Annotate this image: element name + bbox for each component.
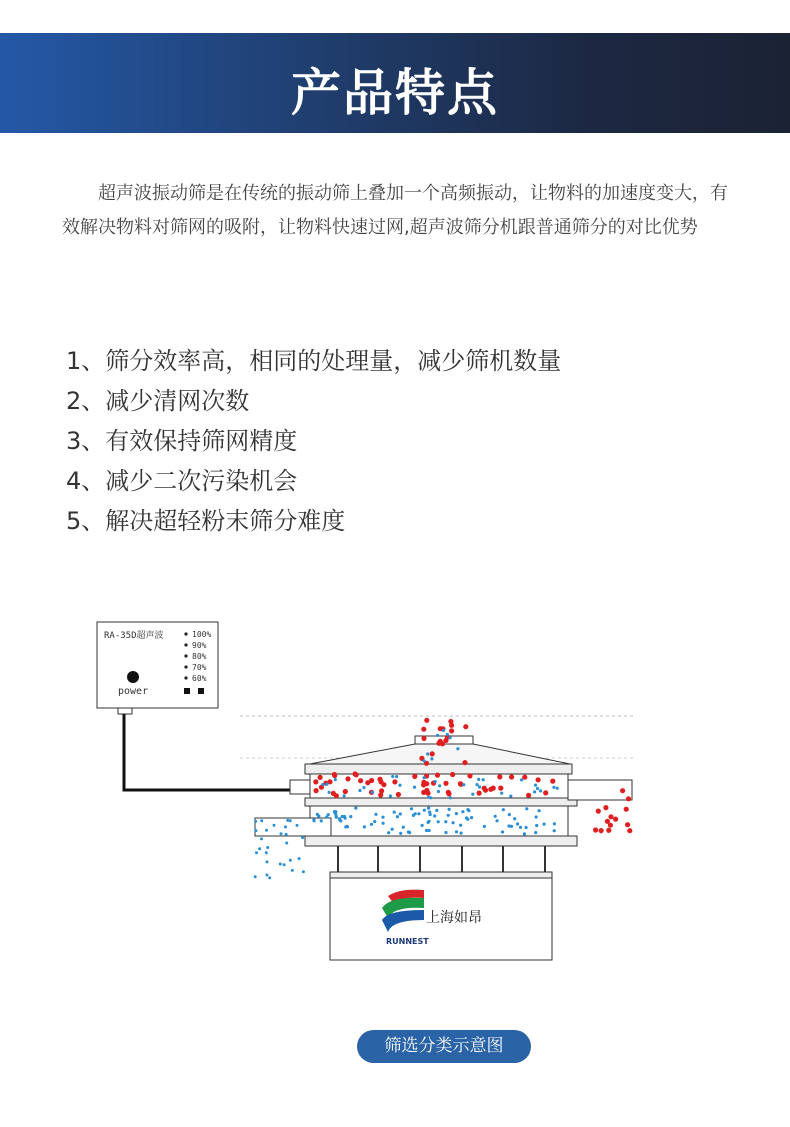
particle: [291, 869, 294, 872]
particle: [391, 828, 394, 831]
particle: [556, 787, 559, 790]
particle: [470, 816, 473, 819]
particle: [435, 809, 438, 812]
particle: [593, 827, 598, 832]
particle: [535, 815, 538, 818]
particle: [435, 773, 440, 778]
particle: [438, 784, 441, 787]
particle: [407, 830, 410, 833]
level-label: 60%: [192, 674, 207, 683]
particle: [482, 778, 485, 781]
particle: [410, 807, 413, 810]
particle: [370, 823, 373, 826]
particle: [605, 819, 610, 824]
particle: [483, 788, 488, 793]
particle: [266, 860, 269, 863]
particle: [343, 789, 348, 794]
particle: [393, 811, 396, 814]
particle: [258, 847, 261, 850]
particle: [268, 876, 271, 879]
particle: [509, 774, 514, 779]
particle: [427, 820, 430, 823]
particle: [423, 809, 426, 812]
particle: [516, 822, 519, 825]
particle: [543, 790, 548, 795]
particle: [402, 826, 405, 829]
particle: [437, 790, 440, 793]
controller-label: RA-35D超声波: [104, 631, 164, 641]
particle: [413, 786, 416, 789]
particle: [449, 796, 452, 799]
particle: [519, 826, 522, 829]
particle: [371, 791, 374, 794]
particle: [312, 818, 315, 821]
particle: [466, 818, 469, 821]
particle: [417, 812, 420, 815]
particle: [396, 792, 401, 797]
particle: [296, 824, 299, 827]
particle: [498, 786, 503, 791]
feature-list: [66, 341, 561, 541]
particle: [429, 796, 432, 799]
particle: [321, 783, 324, 786]
intro-paragraph: 超声波振动筛是在传统的振动筛上叠加一个高频振动，让物料的加速度变大，有效解决物料对筛网的吸附，让物料快速过网,超声波筛分机跟普通筛分的对比优势: [62, 183, 728, 238]
particle: [345, 825, 348, 828]
particle: [395, 775, 398, 778]
cable: [124, 714, 290, 790]
particle: [328, 791, 331, 794]
particle: [436, 734, 439, 737]
particle: [280, 832, 283, 835]
particle: [399, 832, 402, 835]
switch-icon: [184, 688, 190, 694]
ultrasonic-controller: [97, 622, 218, 714]
particle: [349, 815, 352, 818]
particle: [508, 813, 511, 816]
particle: [494, 815, 497, 818]
particle: [333, 810, 336, 813]
particle: [279, 863, 282, 866]
particle: [477, 791, 482, 796]
particle: [543, 823, 546, 826]
particle: [289, 859, 292, 862]
particle: [254, 820, 257, 823]
particle: [298, 857, 301, 860]
particle: [373, 820, 376, 823]
power-button-icon: [127, 671, 139, 683]
particle: [345, 776, 350, 781]
diagram-caption: 筛选分类示意图: [357, 1030, 531, 1063]
particle: [412, 814, 415, 817]
particle: [501, 830, 504, 833]
particle: [436, 741, 441, 746]
particle: [260, 819, 263, 822]
particle: [273, 824, 276, 827]
particle: [412, 774, 417, 779]
particle: [613, 817, 618, 822]
particle: [552, 786, 555, 789]
particle: [471, 793, 474, 796]
particle: [523, 832, 526, 835]
particle: [526, 793, 531, 798]
particle: [478, 785, 481, 788]
particle: [525, 807, 528, 810]
screening-diagram: [90, 610, 650, 970]
particle: [502, 808, 505, 811]
level-label: 100%: [192, 630, 212, 639]
particle: [285, 833, 288, 836]
particle: [449, 728, 454, 733]
particle: [398, 784, 401, 787]
particle: [369, 778, 374, 783]
particle: [381, 816, 384, 819]
particle: [625, 822, 630, 827]
logo-english-name: RUNNEST: [386, 937, 429, 946]
particle: [362, 786, 365, 789]
particle: [341, 815, 344, 818]
particle: [387, 831, 390, 834]
particle: [467, 773, 472, 778]
particle: [343, 794, 346, 797]
particle: [320, 819, 323, 822]
particle: [421, 727, 426, 732]
particle: [538, 809, 541, 812]
particle: [289, 819, 292, 822]
particle: [446, 791, 451, 796]
particle: [427, 807, 430, 810]
particle: [318, 775, 323, 780]
particle: [455, 812, 458, 815]
particle: [449, 723, 454, 728]
particle: [446, 733, 449, 736]
particle: [286, 819, 289, 822]
particle: [535, 824, 538, 827]
power-label: power: [118, 686, 149, 697]
particle: [265, 829, 268, 832]
switch-icon: [198, 688, 204, 694]
particle: [509, 795, 512, 798]
particle: [452, 821, 455, 824]
particle: [533, 790, 536, 793]
particle: [430, 757, 433, 760]
particle: [522, 775, 527, 780]
particle: [284, 825, 287, 828]
particle: [327, 813, 330, 816]
particle: [426, 752, 429, 755]
particle: [433, 814, 436, 817]
particle: [353, 771, 358, 776]
particle: [430, 751, 435, 756]
particle: [424, 718, 429, 723]
particle: [421, 824, 424, 827]
transducer: [290, 780, 310, 794]
particle: [285, 842, 288, 845]
particle: [254, 829, 257, 832]
particle: [534, 784, 537, 787]
particle: [358, 789, 361, 792]
particle: [331, 791, 336, 796]
particle: [266, 846, 269, 849]
particle: [497, 774, 502, 779]
particle: [423, 776, 426, 779]
particle: [392, 779, 397, 784]
particle: [354, 807, 357, 810]
particle: [444, 831, 447, 834]
level-indicator-70: [184, 665, 187, 668]
level-indicator-80: [184, 654, 187, 657]
level-indicator-60: [184, 676, 187, 679]
particle: [449, 736, 452, 739]
spring-supports: [338, 846, 545, 872]
particle: [459, 824, 462, 827]
particle: [448, 808, 451, 811]
particle: [536, 777, 541, 782]
particle: [606, 828, 611, 833]
particle: [301, 836, 304, 839]
level-indicator-90: [184, 643, 187, 646]
particle: [496, 819, 499, 822]
particle: [437, 820, 440, 823]
particle: [553, 822, 556, 825]
particle: [443, 738, 448, 743]
particle: [462, 760, 467, 765]
particle: [254, 875, 257, 878]
particle: [550, 779, 555, 784]
level-label: 80%: [192, 652, 207, 661]
particle: [534, 831, 537, 834]
particle: [553, 829, 556, 832]
vibrating-screen: [255, 736, 632, 960]
particle: [334, 778, 337, 781]
particle: [460, 832, 463, 835]
particle: [483, 825, 486, 828]
particle: [455, 830, 458, 833]
particle: [265, 851, 268, 854]
particle: [325, 783, 328, 786]
particle: [462, 783, 465, 786]
list-item: 4、减少二次污染机会: [66, 467, 298, 495]
list-item: 5、解决超轻粉末筛分难度: [66, 507, 346, 535]
particle: [596, 809, 601, 814]
particle: [536, 787, 539, 790]
particle: [461, 810, 464, 813]
particle: [260, 837, 263, 840]
particle: [444, 820, 447, 823]
particle: [539, 789, 542, 792]
particle: [620, 788, 625, 793]
particle: [627, 828, 632, 833]
particle: [491, 786, 496, 791]
list-item: 2、减少清网次数: [66, 387, 250, 415]
particle: [443, 781, 448, 786]
particle: [507, 824, 510, 827]
particle: [338, 818, 341, 821]
particle: [255, 851, 258, 854]
particle: [378, 779, 383, 784]
particle: [332, 773, 337, 778]
particle: [302, 870, 305, 873]
level-label: 90%: [192, 641, 207, 650]
particle: [608, 814, 613, 819]
particle: [513, 817, 516, 820]
particle: [500, 792, 503, 795]
level-indicator-100: [184, 632, 187, 635]
particle: [422, 759, 425, 762]
particle: [266, 874, 269, 877]
particle: [421, 736, 426, 741]
particle: [599, 828, 604, 833]
particle: [283, 863, 286, 866]
particle: [624, 807, 629, 812]
logo-chinese-name: 上海如昂: [426, 910, 482, 926]
particle: [476, 783, 479, 786]
particle: [429, 813, 432, 816]
particle: [434, 780, 437, 783]
particle: [396, 815, 399, 818]
particle: [477, 778, 480, 781]
header-banner: [0, 33, 790, 133]
particle: [466, 808, 469, 811]
list-item: 1、筛分效率高，相同的处理量，减少筛机数量: [66, 347, 562, 375]
particle: [520, 778, 523, 781]
particle: [316, 813, 319, 816]
particle: [442, 729, 445, 732]
particle: [358, 778, 363, 783]
particle: [382, 822, 385, 825]
particle: [603, 805, 608, 810]
particle: [374, 813, 377, 816]
particle: [626, 796, 631, 801]
particle: [428, 829, 431, 832]
particle: [421, 780, 426, 785]
level-label: 70%: [192, 663, 207, 672]
particle: [424, 788, 429, 793]
particle: [363, 825, 366, 828]
particle: [463, 724, 468, 729]
list-item: 3、有效保持筛网精度: [66, 427, 298, 455]
particle: [378, 792, 383, 797]
particle: [447, 814, 450, 817]
particle: [391, 775, 394, 778]
particle: [450, 772, 455, 777]
particle: [456, 747, 459, 750]
particle: [389, 794, 392, 797]
particle: [314, 788, 319, 793]
page-title: 产品特点: [291, 64, 499, 122]
particle: [525, 826, 528, 829]
particle: [399, 812, 402, 815]
particle: [335, 816, 338, 819]
particle: [313, 779, 318, 784]
